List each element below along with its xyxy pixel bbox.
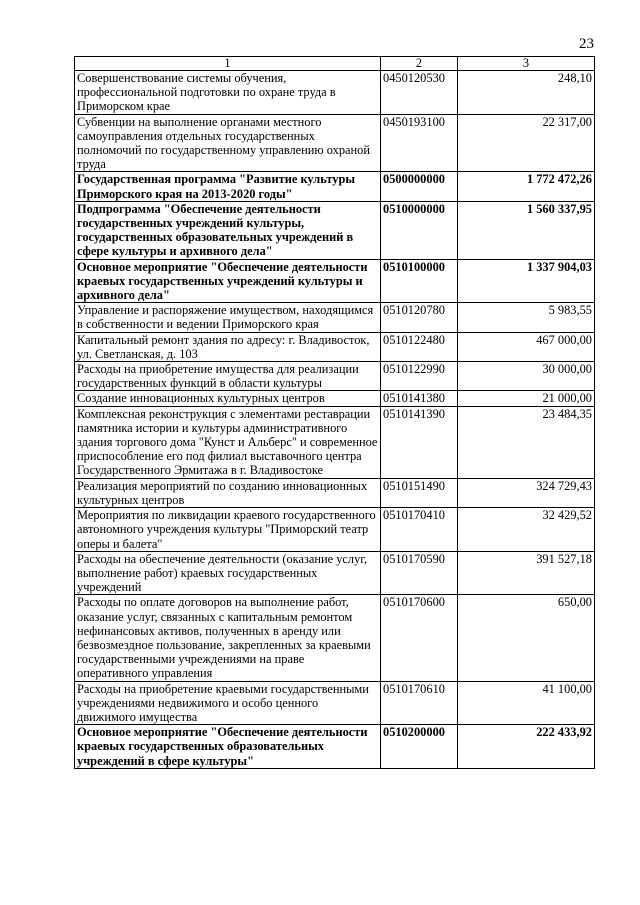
row-amount: 391 527,18 (458, 551, 595, 595)
row-name: Подпрограмма "Обеспечение деятельности государственных учреждений культуры, государственных образовательных учреждений в сфере культуры и архивного дела" (75, 201, 381, 259)
table-row (75, 725, 595, 769)
row-name: Государственная программа "Развитие культуры Приморского края на 2013-2020 годы" (75, 172, 381, 201)
row-name: Расходы на обеспечение деятельности (оказание услуг, выполнение работ) краевых государственных учреждений (75, 551, 381, 595)
row-amount: 32 429,52 (458, 508, 595, 552)
row-amount: 1 560 337,95 (458, 201, 595, 259)
budget-table (74, 56, 595, 769)
table-row (75, 172, 595, 201)
row-amount: 222 433,92 (458, 725, 595, 769)
table-row (75, 406, 595, 478)
row-name: Создание инновационных культурных центров (75, 391, 381, 406)
row-name: Капитальный ремонт здания по адресу: г. Владивосток, ул. Светланская, д. 103 (75, 332, 381, 361)
row-amount: 22 317,00 (458, 114, 595, 172)
row-name: Совершенствование системы обучения, профессиональной подготовки по охране труда в Приморском крае (75, 71, 381, 115)
row-code: 0450193100 (381, 114, 458, 172)
table-row (75, 595, 595, 681)
table-row (75, 303, 595, 332)
row-amount: 23 484,35 (458, 406, 595, 478)
row-amount: 41 100,00 (458, 681, 595, 725)
row-code: 0510100000 (381, 259, 458, 303)
column-header-name: 1 (75, 57, 381, 71)
table-row (75, 259, 595, 303)
row-code: 0510151490 (381, 478, 458, 507)
row-name: Реализация мероприятий по созданию инновационных культурных центров (75, 478, 381, 507)
table-row (75, 508, 595, 552)
row-code: 0510141380 (381, 391, 458, 406)
row-code: 0510122990 (381, 362, 458, 391)
row-amount: 21 000,00 (458, 391, 595, 406)
row-amount: 5 983,55 (458, 303, 595, 332)
row-code: 0450120530 (381, 71, 458, 115)
row-amount: 1 772 472,26 (458, 172, 595, 201)
table-row (75, 681, 595, 725)
table-header-row (75, 57, 595, 71)
row-code: 0510122480 (381, 332, 458, 361)
row-name: Расходы на приобретение имущества для реализации государственных функций в области культуры (75, 362, 381, 391)
row-name: Комплексная реконструкция с элементами реставрации памятника истории и культуры административного здания торгового дома "Кунст и Альберс" и современное приспособление его под филиал выставочного центра Государственного Эрмитажа в г. Владивостоке (75, 406, 381, 478)
row-amount: 248,10 (458, 71, 595, 115)
row-code: 0510120780 (381, 303, 458, 332)
table-row (75, 478, 595, 507)
table-row (75, 332, 595, 361)
table-row (75, 201, 595, 259)
table-row (75, 362, 595, 391)
page-number: 23 (579, 36, 594, 52)
row-code: 0510170610 (381, 681, 458, 725)
table-row (75, 71, 595, 115)
row-name: Субвенции на выполнение органами местного самоуправления отдельных государственных полномочий по государственному управлению охраной труда (75, 114, 381, 172)
column-header-code: 2 (381, 57, 458, 71)
row-name: Расходы по оплате договоров на выполнение работ, оказание услуг, связанных с капитальным ремонтом нефинансовых активов, полученных в аренду или безвозмездное пользование, закрепленных за краевыми государственными учреждениями на праве оперативного управления (75, 595, 381, 681)
row-name: Расходы на приобретение краевыми государственными учреждениями недвижимого и особо ценного движимого имущества (75, 681, 381, 725)
row-code: 0510141390 (381, 406, 458, 478)
row-code: 0500000000 (381, 172, 458, 201)
row-name: Основное мероприятие "Обеспечение деятельности краевых государственных образовательных учреждений в сфере культуры" (75, 725, 381, 769)
row-amount: 650,00 (458, 595, 595, 681)
row-code: 0510170410 (381, 508, 458, 552)
row-code: 0510170600 (381, 595, 458, 681)
row-amount: 467 000,00 (458, 332, 595, 361)
row-name: Основное мероприятие "Обеспечение деятельности краевых государственных учреждений культуры и архивного дела" (75, 259, 381, 303)
row-name: Управление и распоряжение имуществом, находящимся в собственности и ведении Приморского края (75, 303, 381, 332)
table-row (75, 391, 595, 406)
row-amount: 1 337 904,03 (458, 259, 595, 303)
row-code: 0510170590 (381, 551, 458, 595)
row-name: Мероприятия по ликвидации краевого государственного автономного учреждения культуры "Приморский театр оперы и балета" (75, 508, 381, 552)
table-row (75, 114, 595, 172)
row-code: 0510200000 (381, 725, 458, 769)
table-row (75, 551, 595, 595)
column-header-amount: 3 (458, 57, 595, 71)
row-code: 0510000000 (381, 201, 458, 259)
row-amount: 30 000,00 (458, 362, 595, 391)
row-amount: 324 729,43 (458, 478, 595, 507)
